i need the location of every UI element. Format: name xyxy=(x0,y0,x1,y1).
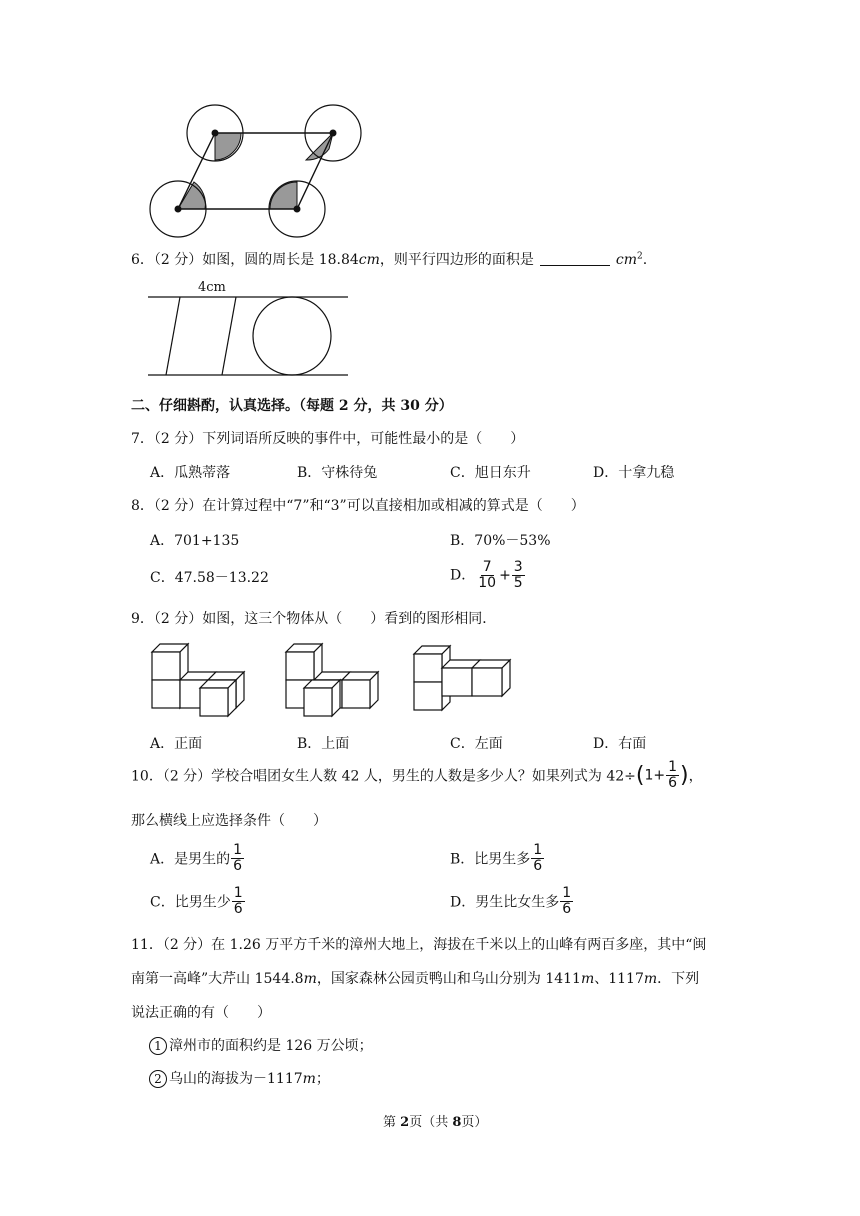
section-heading: 二、仔细斟酌，认真选择。（每题 2 分，共 30 分） xyxy=(131,398,453,414)
q9-option-b[interactable]: B．上面 xyxy=(297,736,350,752)
q7-option-b[interactable]: B．守株待兔 xyxy=(297,465,378,481)
question-8-stem: 8．（2 分）在计算过程中“7”和“3”可以直接相加或相减的算式是（ ） xyxy=(131,498,585,514)
parallelogram-circles-figure xyxy=(140,95,370,245)
fraction: $\frac{7}{10}$ xyxy=(478,559,497,591)
q10-option-a[interactable]: A．是男生的 $\frac{1}{6}$ xyxy=(150,842,243,874)
q8-option-b[interactable]: B．70%－53% xyxy=(450,533,551,549)
question-10-stem: 10．（2 分）学校合唱团女生人数 42 人，男生的人数是多少人？如果列式为 42÷(1+ $\frac{1}{6}$ )， xyxy=(131,759,703,791)
q9-option-c[interactable]: C．左面 xyxy=(450,736,503,752)
q8-option-d[interactable]: D． $\frac{7}{10}$ + $\frac{3}{5}$ xyxy=(450,559,523,591)
circled-number: 1 xyxy=(149,1037,167,1055)
figure-label-4cm: 4cm xyxy=(198,280,226,295)
question-11-line3: 说法正确的有（ ） xyxy=(131,1005,271,1021)
q11-statement-2: 2 乌山的海拔为－1117m； xyxy=(149,1068,330,1088)
q7-option-c[interactable]: C．旭日东升 xyxy=(450,465,531,481)
circled-number: 2 xyxy=(149,1070,167,1088)
q9-option-d[interactable]: D．右面 xyxy=(593,736,647,752)
fraction: $\frac{1}{6}$ xyxy=(233,842,243,874)
page-footer: 第 2页（共 8页） xyxy=(383,1115,488,1130)
q11-statement-1: 1 漳州市的面积约是 126 万公顷； xyxy=(149,1035,373,1055)
q8-option-a[interactable]: A．701+135 xyxy=(150,533,240,549)
answer-blank[interactable] xyxy=(540,251,610,266)
q9-option-a[interactable]: A．正面 xyxy=(150,736,203,752)
cube-figure-2 xyxy=(282,640,392,720)
fraction: $\frac{3}{5}$ xyxy=(513,559,523,591)
question-7-stem: 7．（2 分）下列词语所反映的事件中，可能性最小的是（ ） xyxy=(131,431,525,447)
fraction: $\frac{1}{6}$ xyxy=(233,885,243,917)
question-6: 6．（2 分）如图，圆的周长是 18.84cm，则平行四边形的面积是 $cm^2$. xyxy=(131,251,648,268)
question-11-line1: 11．（2 分）在 1.26 万平方千米的漳州大地上，海拔在千米以上的山峰有两百多座，其中“闽 xyxy=(131,937,707,953)
question-11-line2: 南第一高峰”大芹山 1544.8m，国家森林公园贡鸭山和乌山分别为 1411m、1117m．下列 xyxy=(131,971,700,987)
q7-option-d[interactable]: D．十拿九稳 xyxy=(593,465,675,481)
question-9-stem: 9．（2 分）如图，这三个物体从（ ）看到的图形相同． xyxy=(131,611,497,627)
q10-option-c[interactable]: C．比男生少 $\frac{1}{6}$ xyxy=(150,885,243,917)
fraction: $\frac{1}{6}$ xyxy=(562,885,572,917)
cube-figure-1 xyxy=(148,640,253,720)
q10-option-d[interactable]: D．男生比女生多 $\frac{1}{6}$ xyxy=(450,885,572,917)
fraction: $\frac{1}{6}$ xyxy=(668,759,678,791)
q10-option-b[interactable]: B．比男生多 $\frac{1}{6}$ xyxy=(450,842,543,874)
q7-option-a[interactable]: A．瓜熟蒂落 xyxy=(150,465,231,481)
q8-option-c[interactable]: C．47.58－13.22 xyxy=(150,570,269,586)
question-10-line2: 那么横线上应选择条件（ ） xyxy=(131,813,327,829)
fraction: $\frac{1}{6}$ xyxy=(533,842,543,874)
parallelogram-circle-strip-figure xyxy=(148,292,350,380)
cube-figure-3 xyxy=(410,642,525,714)
